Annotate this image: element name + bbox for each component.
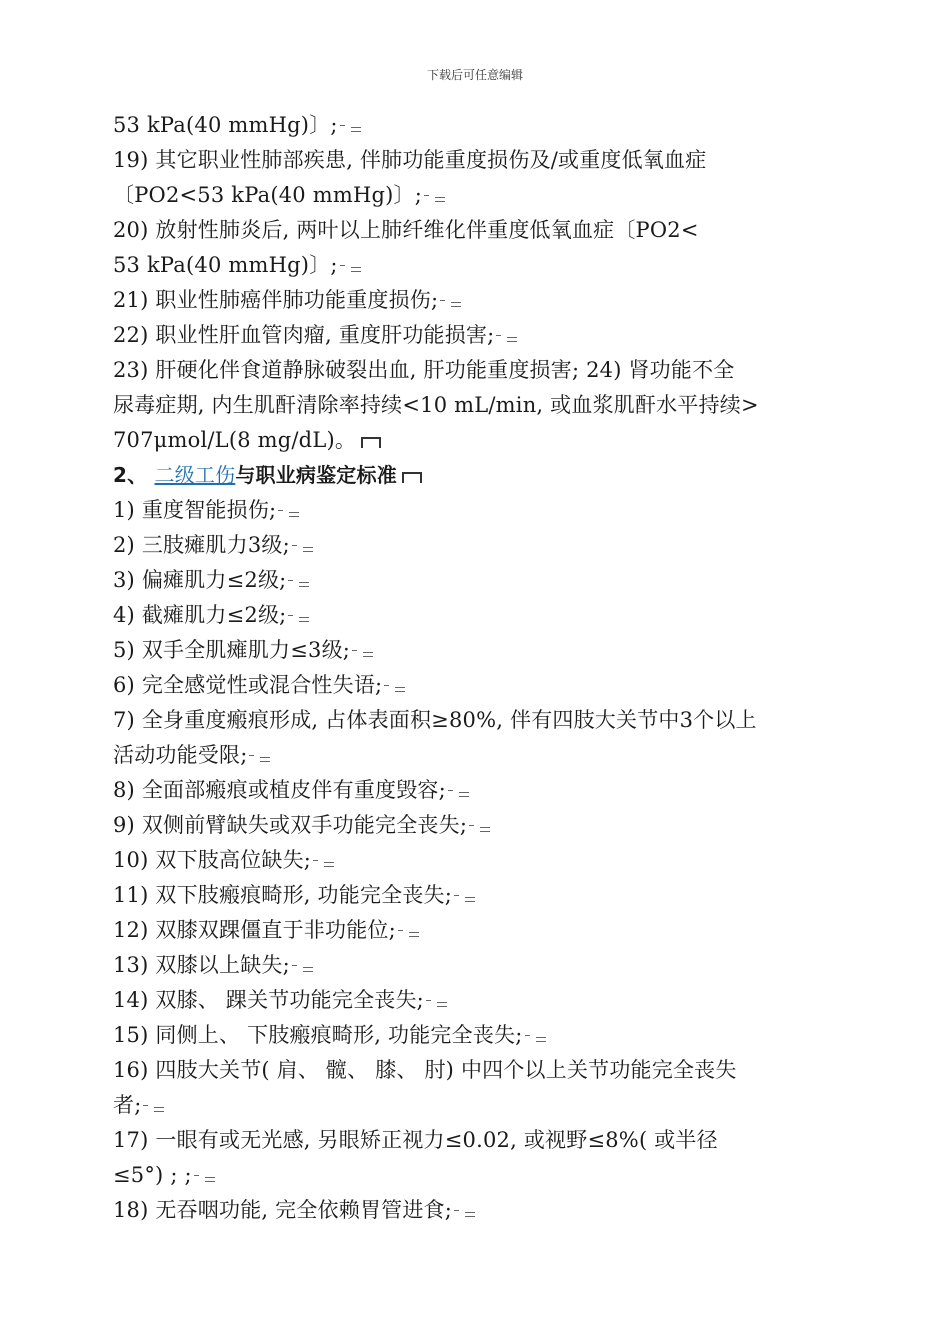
document-body	[113, 108, 843, 1228]
paragraph-mark-icon	[478, 824, 490, 834]
text-line: 23) 肝硬化伴食道静脉破裂出血, 肝功能重度损害; 24) 肾功能不全	[113, 358, 735, 382]
paragraph-mark-icon	[349, 124, 361, 134]
list-item: 2) 三肢瘫肌力3级;	[113, 528, 843, 563]
list-item: 9) 双侧前臂缺失或双手功能完全丧失;	[113, 808, 843, 843]
paragraph-mark-icon	[361, 649, 373, 659]
paragraph-mark-icon	[322, 859, 334, 869]
section-title: 与职业病鉴定标准	[235, 463, 397, 487]
page-header: 下载后可任意编辑	[426, 68, 523, 82]
list-item: 15) 同侧上、 下肢瘢痕畸形, 功能完全丧失;	[113, 1018, 843, 1053]
list-item: 6) 完全感觉性或混合性失语;	[113, 668, 843, 703]
text-line: 22) 职业性肝血管肉瘤, 重度肝功能损害;	[113, 318, 843, 353]
text-line: 〔PO2<53 kPa(40 mmHg)〕;	[113, 178, 843, 213]
text-line: 21) 职业性肺癌伴肺功能重度损伤;	[113, 283, 843, 318]
paragraph-mark-icon	[407, 929, 419, 939]
list-item: 11) 双下肢瘢痕畸形, 功能完全丧失;	[113, 878, 843, 913]
list-item: 者;	[113, 1088, 843, 1123]
section-heading	[113, 458, 843, 493]
paragraph-mark-icon	[505, 334, 517, 344]
section-number: 2、	[113, 463, 148, 487]
paragraph-end-icon	[402, 472, 422, 483]
list-item: 7) 全身重度瘢痕形成, 占体表面积≥80%, 伴有四肢大关节中3个以上	[113, 708, 757, 732]
section-link[interactable]: 二级工伤	[154, 463, 236, 487]
list-item: 17) 一眼有或无光感, 另眼矫正视力≤0.02, 或视野≤8%( 或半径	[113, 1128, 718, 1152]
list-item: 18) 无吞咽功能, 完全依赖胃管进食;	[113, 1193, 843, 1228]
paragraph-mark-icon	[463, 894, 475, 904]
paragraph-mark-icon	[301, 964, 313, 974]
text-line: 19) 其它职业性肺部疾患, 伴肺功能重度损伤及/或重度低氧血症	[113, 148, 707, 172]
list-item: 4) 截瘫肌力≤2级;	[113, 598, 843, 633]
paragraph-mark-icon	[393, 684, 405, 694]
list-item: ≤5°) ; ;	[113, 1158, 843, 1193]
paragraph-mark-icon	[297, 579, 309, 589]
list-item: 1) 重度智能损伤;	[113, 493, 843, 528]
paragraph-mark-icon	[203, 1174, 215, 1184]
text-line: 707μmol/L(8 mg/dL)。	[113, 423, 843, 458]
list-item: 12) 双膝双踝僵直于非功能位;	[113, 913, 843, 948]
paragraph-mark-icon	[463, 1209, 475, 1219]
list-item: 13) 双膝以上缺失;	[113, 948, 843, 983]
list-item: 活动功能受限;	[113, 738, 843, 773]
paragraph-mark-icon	[457, 789, 469, 799]
paragraph-mark-icon	[433, 194, 445, 204]
list-item: 3) 偏瘫肌力≤2级;	[113, 563, 843, 598]
paragraph-mark-icon	[287, 509, 299, 519]
text-line: 尿毒症期, 内生肌酐清除率持续<10 mL/min, 或血浆肌酐水平持续>	[113, 393, 759, 417]
paragraph-mark-icon	[152, 1104, 164, 1114]
paragraph-mark-icon	[449, 299, 461, 309]
list-item: 5) 双手全肌瘫肌力≤3级;	[113, 633, 843, 668]
list-item: 10) 双下肢高位缺失;	[113, 843, 843, 878]
paragraph-mark-icon	[258, 754, 270, 764]
list-item: 8) 全面部瘢痕或植皮伴有重度毁容;	[113, 773, 843, 808]
paragraph-mark-icon	[297, 614, 309, 624]
text-line: 20) 放射性肺炎后, 两叶以上肺纤维化伴重度低氧血症〔PO2<	[113, 218, 699, 242]
paragraph-mark-icon	[349, 264, 361, 274]
paragraph-mark-icon	[435, 999, 447, 1009]
list-item: 14) 双膝、 踝关节功能完全丧失;	[113, 983, 843, 1018]
paragraph-mark-icon	[534, 1034, 546, 1044]
text-line: 53 kPa(40 mmHg)〕;	[113, 108, 843, 143]
text-line: 53 kPa(40 mmHg)〕;	[113, 248, 843, 283]
paragraph-mark-icon	[301, 544, 313, 554]
paragraph-end-icon	[361, 437, 381, 448]
list-item: 16) 四肢大关节( 肩、 髋、 膝、 肘) 中四个以上关节功能完全丧失	[113, 1058, 737, 1082]
